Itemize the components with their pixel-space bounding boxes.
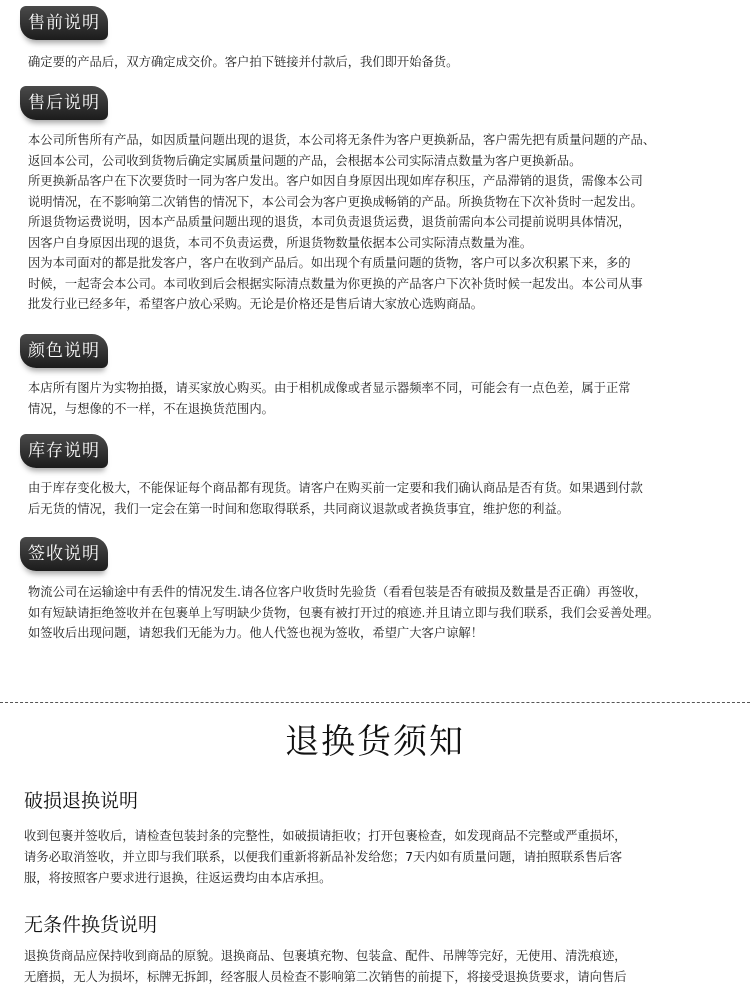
presale-text [28, 52, 743, 73]
text-line: 批发行业已经多年，希望客户放心采购。无论是价格还是售后请大家放心选购商品。 [28, 297, 483, 311]
text-line: 时候，一起寄会本公司。本司收到后会根据实际清点数量为你更换的产品客户下次补货时候一起发出。本公司从事 [28, 276, 643, 291]
text-line: 由于库存变化极大，不能保证每个商品都有现货。请客户在购买前一定要和我们确认商品是否有货。如果遇到付款 [28, 481, 643, 495]
text-line: 因客户自身原因出现的退货，本司不负责运费，所退货物数量依据本公司实际清点数量为准。 [28, 235, 533, 250]
text-line: 退换货商品应保持收到商品的原貌。退换商品、包裹填充物、包装盒、配件、吊牌等完好，无使用、清洗痕迹， [24, 949, 627, 963]
signing-text [28, 582, 743, 644]
presale-badge: 售前说明 [20, 6, 108, 40]
text-line: 如签收后出现问题，请恕我们无能为力。他人代签也视为签收，希望广大客户谅解！ [28, 626, 483, 640]
damage-subtitle: 破损退换说明 [24, 790, 139, 812]
text-line: 服，将按照客户要求进行退换，往返运费均由本店承担。 [24, 871, 332, 885]
text-line: 因为本司面对的都是批发客户，客户在收到产品后。如出现个有质量问题的货物，客户可以多次积累下来，多的 [28, 256, 631, 270]
text-line: 收到包裹并签收后，请检查包装封条的完整性，如破损请拒收；打开包裹检查，如发现商品不完整或严重损坏， [24, 829, 627, 843]
text-line: 无磨损，无人为损坏，标牌无拆卸，经客服人员检查不影响第二次销售的前提下，将接受退换货要求，请向售后 [24, 970, 627, 984]
text-line: 确定要的产品后，双方确定成交价。客户拍下链接并付款后，我们即开始备货。 [28, 55, 459, 69]
stock-badge: 库存说明 [20, 434, 108, 468]
stock-text [28, 478, 743, 519]
unconditional-text [24, 946, 739, 988]
text-line: 说明情况，在不影响第二次销售的情况下，本公司会为客户更换成畅销的产品。所换货物在下次补货时一起发出。 [28, 194, 643, 209]
signing-badge: 签收说明 [20, 537, 108, 571]
color-badge: 颜色说明 [20, 334, 108, 368]
text-line: 本公司所售所有产品，如因质量问题出现的退货，本公司将无条件为客户更换新品，客户需先把有质量问题的产品、 [28, 133, 656, 147]
color-text [28, 378, 743, 419]
text-line: 情况，与想像的不一样，不在退换货范围内。 [28, 401, 274, 416]
unconditional-subtitle: 无条件换货说明 [24, 914, 158, 936]
aftersale-badge: 售后说明 [20, 86, 108, 120]
text-line: 所退货物运费说明，因本产品质量问题出现的退货，本司负责退货运费，退货前需向本公司提前说明具体情况， [28, 215, 631, 229]
aftersale-text [28, 130, 743, 315]
damage-text [24, 826, 739, 889]
text-line: 物流公司在运输途中有丢件的情况发生.请各位客户收货时先验货（看看包装是否有破损及数量是否正确）再签收， [28, 585, 647, 599]
text-line: 如有短缺请拒绝签收并在包裹单上写明缺少货物，包裹有被打开过的痕迹.并且请立即与我们联系，我们会妥善处理。 [28, 605, 660, 620]
dashed-divider [0, 702, 750, 703]
text-line: 后无货的情况，我们一定会在第一时间和您取得联系，共同商议退款或者换货事宜，维护您的利益。 [28, 501, 570, 516]
text-line: 所更换新品客户在下次要货时一同为客户发出。客户如因自身原因出现如库存积压，产品滞销的退货，需像本公司 [28, 174, 643, 188]
text-line: 返回本公司，公司收到货物后确定实属质量问题的产品，会根据本公司实际清点数量为客户更换新品。 [28, 153, 582, 168]
returns-title: 退换货须知 [285, 722, 465, 762]
text-line: 本店所有图片为实物拍摄，请买家放心购买。由于相机成像或者显示器频率不同，可能会有一点色差，属于正常 [28, 381, 631, 395]
text-line: 请务必取消签收，并立即与我们联系，以便我们重新将新品补发给您；7天内如有质量问题，请拍照联系售后客 [24, 850, 623, 864]
